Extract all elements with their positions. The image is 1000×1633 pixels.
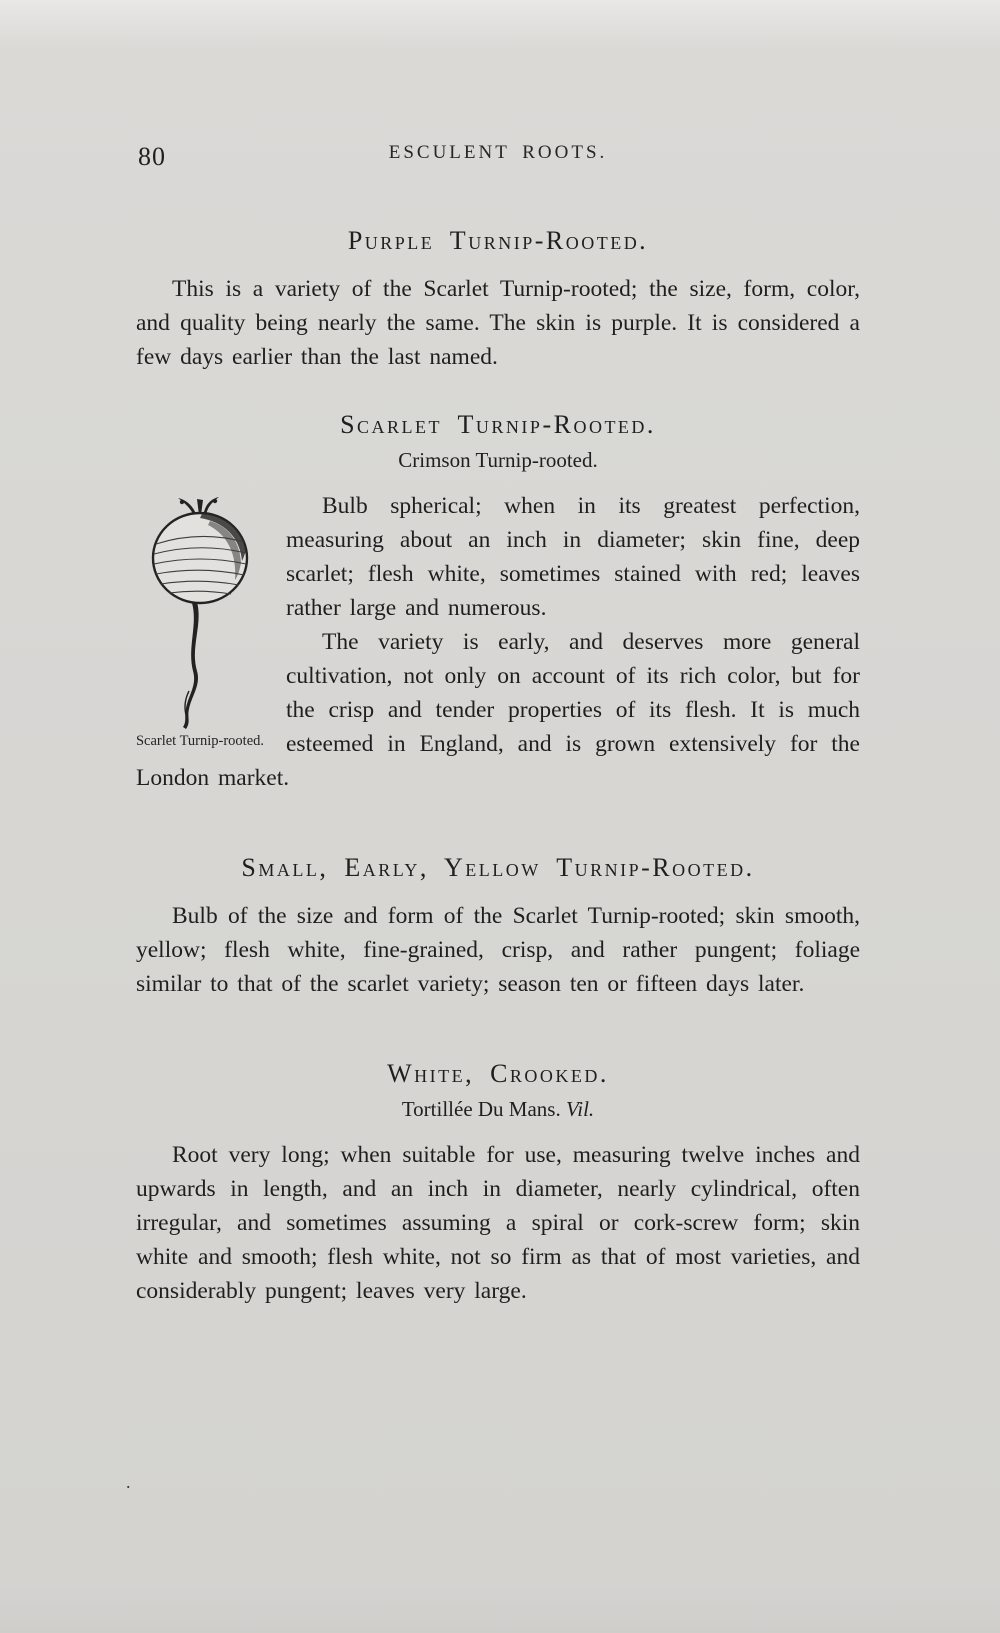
section-yellow-turnip [136,853,860,1001]
paragraph-scarlet-2: The variety is early, and deserves more general cultivation, not only on account of its rich color, but for the crisp and tender properties of its flesh. It is much esteemed in England, and is grown extensively for the London market. [136,629,860,791]
section-heading-purple: Purple Turnip-Rooted. [347,226,649,255]
section-heading-white: White, Crooked. [387,1059,609,1088]
scan-artifact-dot: . [126,1472,131,1492]
page-header [136,142,860,176]
section-purple-turnip [136,226,860,374]
page-number: 80 [138,142,166,171]
section-scarlet-turnip [136,410,860,795]
section-scarlet-body [136,489,860,795]
turnip-illustration [140,495,260,731]
section-subtitle-scarlet: Crimson Turnip-rooted. [398,448,598,472]
subtitle-source-abbrev: Vil. [565,1097,595,1121]
turnip-figure [134,495,266,750]
section-heading-yellow: Small, Early, Yellow Turnip-Rooted. [241,853,755,882]
paragraph-white: Root very long; when suitable for use, measuring twelve inches and upwards in length, and an inch in diameter, nearly cylindrical, often irregular, and sometimes assuming a spiral or cork-screw form; skin white and smooth; flesh white, not so firm as that of most varieties, and considerably pungent; leaves very large. [136,1142,860,1304]
paragraph-scarlet-1: Bulb spherical; when in its greatest perfection, measuring about an inch in diameter; skin fine, deep scarlet; flesh white, sometimes stained with red; leaves rather large and numerous. [286,493,860,621]
section-subtitle-white [136,1097,860,1122]
paragraph-yellow: Bulb of the size and form of the Scarlet Turnip-rooted; skin smooth, yellow; flesh white, fine-grained, crisp, and rather pungent; foliage similar to that of the scarlet variety; season ten or fifteen days later. [136,903,860,997]
subtitle-french-name: Tortillée Du Mans. [401,1097,561,1121]
section-white-crooked [136,1059,860,1308]
figure-caption: Scarlet Turnip-rooted. [135,733,265,749]
section-heading-scarlet: Scarlet Turnip-Rooted. [340,410,656,439]
running-header: ESCULENT ROOTS. [388,142,608,163]
paragraph-purple: This is a variety of the Scarlet Turnip-rooted; the size, form, color, and quality being nearly the same. The skin is purple. It is considered a few days earlier than the last named. [136,276,860,370]
